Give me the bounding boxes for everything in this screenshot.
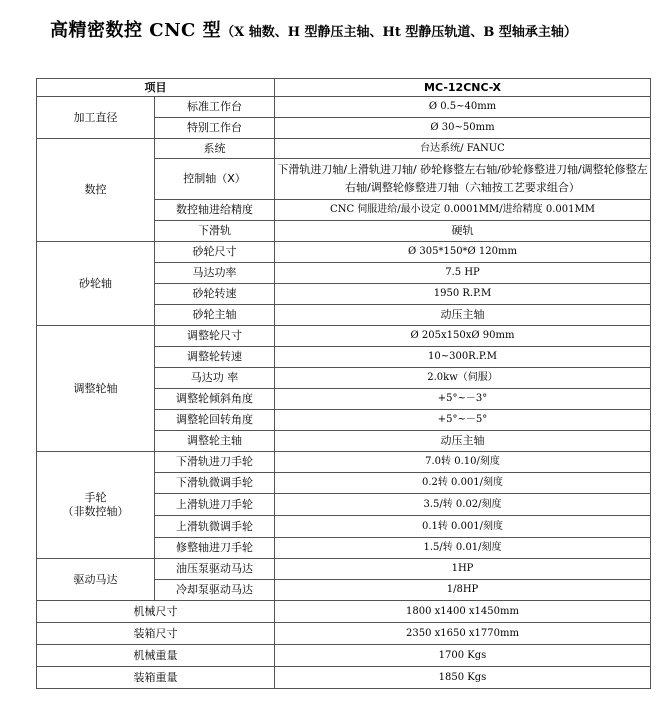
row-value: 7.0转 0.10/刻度	[275, 452, 651, 473]
row-name: 系统	[155, 139, 275, 159]
row-value: 10~300R.P.M	[275, 347, 651, 368]
row-name: 特别工作台	[155, 118, 275, 139]
row-value: 1850 Kgs	[275, 667, 651, 689]
row-name: 下滑轨微调手轮	[155, 473, 275, 494]
row-name: 装箱重量	[37, 667, 275, 689]
row-value: 下滑轨进刀轴/上滑轨进刀轴/ 砂轮修整左右轴/砂轮修整进刀轴/调整轮修整左右轴/调整轮修整进刀轴（六轴按工艺要求组合）	[275, 159, 651, 200]
group-label-machining-diameter: 加工直径	[37, 97, 155, 139]
row-name: 修整轴进刀手轮	[155, 538, 275, 559]
row-name: 数控轴进给精度	[155, 200, 275, 221]
row-value: CNC 伺服进给/最小设定 0.0001MM/进给精度 0.001MM	[275, 200, 651, 221]
document-title	[50, 16, 577, 42]
row-name: 调整轮回转角度	[155, 410, 275, 431]
row-name: 标准工作台	[155, 97, 275, 118]
table-row	[37, 559, 651, 580]
row-value: 2350 x1650 x1770mm	[275, 623, 651, 645]
row-value: 1700 Kgs	[275, 645, 651, 667]
group-label-grinding-spindle: 砂轮轴	[37, 242, 155, 326]
row-value: 1.5/转 0.01/刻度	[275, 538, 651, 559]
table-row	[37, 97, 651, 118]
row-value: +5°~－3°	[275, 389, 651, 410]
row-value: Ø 30~50mm	[275, 118, 651, 139]
row-value: Ø 0.5~40mm	[275, 97, 651, 118]
row-name: 调整轮转速	[155, 347, 275, 368]
row-value: 动压主轴	[275, 305, 651, 326]
row-value: 1/8HP	[275, 580, 651, 601]
row-name: 机械尺寸	[37, 601, 275, 623]
title-main: 高精密数控 CNC 型	[50, 20, 222, 41]
table-header-row	[37, 79, 651, 97]
table-row	[37, 667, 651, 689]
row-value: 动压主轴	[275, 431, 651, 452]
row-name: 砂轮转速	[155, 284, 275, 305]
row-value: Ø 205x150xØ 90mm	[275, 326, 651, 347]
row-value: 0.2转 0.001/刻度	[275, 473, 651, 494]
row-value: 1HP	[275, 559, 651, 580]
row-name: 下滑轨进刀手轮	[155, 452, 275, 473]
handwheel-label-line2: （非数控轴）	[62, 505, 129, 518]
row-name: 下滑轨	[155, 221, 275, 242]
row-name: 冷却泵驱动马达	[155, 580, 275, 601]
row-name: 马达功 率	[155, 368, 275, 389]
row-value: +5°~－5°	[275, 410, 651, 431]
row-name: 砂轮主轴	[155, 305, 275, 326]
row-value: 0.1转 0.001/刻度	[275, 516, 651, 538]
table-row	[37, 645, 651, 667]
group-label-regulating-wheel: 调整轮轴	[37, 326, 155, 452]
title-subtitle: （X 轴数、H 型静压主轴、Ht 型静压轨道、B 型轴承主轴）	[221, 25, 577, 40]
header-item: 项目	[37, 79, 275, 97]
row-name: 装箱尺寸	[37, 623, 275, 645]
row-name: 砂轮尺寸	[155, 242, 275, 263]
row-name: 马达功率	[155, 263, 275, 284]
row-value: 7.5 HP	[275, 263, 651, 284]
row-name: 调整轮尺寸	[155, 326, 275, 347]
group-label-drive-motor: 驱动马达	[37, 559, 155, 601]
table-row	[37, 601, 651, 623]
table-row	[37, 242, 651, 263]
table-row	[37, 452, 651, 473]
row-value: 硬轨	[275, 221, 651, 242]
handwheel-label-line1: 手轮	[84, 491, 107, 504]
row-value: 1800 x1400 x1450mm	[275, 601, 651, 623]
row-value: 台达系统/ FANUC	[275, 139, 651, 159]
table-row	[37, 623, 651, 645]
header-model: MC-12CNC-X	[275, 79, 651, 97]
row-name: 调整轮主轴	[155, 431, 275, 452]
row-value: 1950 R.P.M	[275, 284, 651, 305]
row-name: 机械重量	[37, 645, 275, 667]
spec-table	[36, 78, 651, 689]
table-row	[37, 139, 651, 159]
table-row	[37, 326, 651, 347]
group-label-cnc: 数控	[37, 139, 155, 242]
row-name: 上滑轨进刀手轮	[155, 494, 275, 516]
row-value: 2.0kw（伺服）	[275, 368, 651, 389]
row-name: 调整轮倾斜角度	[155, 389, 275, 410]
row-value: Ø 305*150*Ø 120mm	[275, 242, 651, 263]
row-name: 上滑轨微调手轮	[155, 516, 275, 538]
group-label-handwheel	[37, 452, 155, 559]
row-name: 油压泵驱动马达	[155, 559, 275, 580]
row-name: 控制轴（X）	[155, 159, 275, 200]
row-value: 3.5/转 0.02/刻度	[275, 494, 651, 516]
